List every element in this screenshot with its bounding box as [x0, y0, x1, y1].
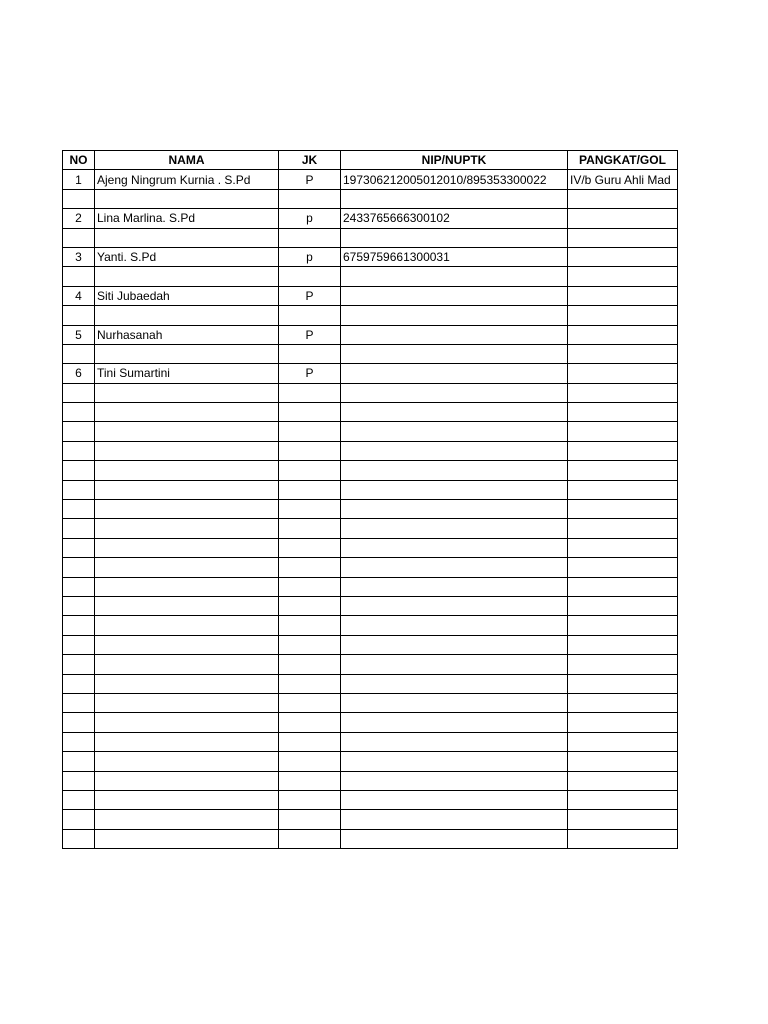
cell-no: [63, 267, 95, 286]
cell-nip-nuptk: [341, 441, 568, 460]
cell-no: [63, 713, 95, 732]
cell-jk: [279, 306, 341, 325]
cell-nip-nuptk: [341, 713, 568, 732]
cell-pangkat-gol: [568, 500, 678, 519]
cell-no: [63, 461, 95, 480]
cell-nama: [95, 829, 279, 848]
cell-pangkat-gol: [568, 403, 678, 422]
cell-jk: P: [279, 325, 341, 344]
cell-nip-nuptk: [341, 403, 568, 422]
cell-nip-nuptk: [341, 306, 568, 325]
table-row: [63, 306, 678, 325]
cell-jk: [279, 519, 341, 538]
table-row: [63, 480, 678, 499]
table-row: [63, 635, 678, 654]
table-row: [63, 228, 678, 247]
cell-no: [63, 538, 95, 557]
cell-no: [63, 306, 95, 325]
cell-pangkat-gol: [568, 422, 678, 441]
cell-jk: [279, 558, 341, 577]
cell-nama: [95, 655, 279, 674]
cell-nama: Lina Marlina. S.Pd: [95, 209, 279, 228]
table-row: [63, 810, 678, 829]
cell-no: [63, 422, 95, 441]
cell-nama: [95, 810, 279, 829]
cell-nip-nuptk: [341, 267, 568, 286]
header-no: NO: [63, 151, 95, 170]
table-row: [63, 344, 678, 363]
cell-pangkat-gol: [568, 752, 678, 771]
cell-jk: [279, 713, 341, 732]
cell-nama: [95, 267, 279, 286]
cell-pangkat-gol: IV/b Guru Ahli Mad: [568, 170, 678, 189]
cell-no: [63, 635, 95, 654]
cell-no: [63, 344, 95, 363]
cell-nama: [95, 674, 279, 693]
cell-pangkat-gol: [568, 286, 678, 305]
table-row: [63, 500, 678, 519]
cell-jk: [279, 189, 341, 208]
cell-jk: [279, 403, 341, 422]
cell-nip-nuptk: [341, 693, 568, 712]
cell-no: [63, 403, 95, 422]
cell-no: 5: [63, 325, 95, 344]
cell-pangkat-gol: [568, 461, 678, 480]
cell-nama: [95, 189, 279, 208]
cell-nip-nuptk: [341, 461, 568, 480]
cell-no: [63, 480, 95, 499]
cell-nip-nuptk: [341, 771, 568, 790]
cell-nip-nuptk: [341, 752, 568, 771]
table-row: [63, 170, 678, 189]
table-row: [63, 577, 678, 596]
table-row: [63, 829, 678, 848]
cell-no: [63, 577, 95, 596]
cell-nama: [95, 441, 279, 460]
table-row: [63, 655, 678, 674]
cell-pangkat-gol: [568, 596, 678, 615]
cell-jk: [279, 461, 341, 480]
cell-pangkat-gol: [568, 189, 678, 208]
cell-nip-nuptk: 197306212005012010/895353300022: [341, 170, 568, 189]
cell-nip-nuptk: 2433765666300102: [341, 209, 568, 228]
cell-nip-nuptk: [341, 422, 568, 441]
cell-nama: [95, 538, 279, 557]
table-row: [63, 209, 678, 228]
cell-jk: [279, 635, 341, 654]
cell-nip-nuptk: [341, 829, 568, 848]
cell-nama: Siti Jubaedah: [95, 286, 279, 305]
cell-jk: [279, 616, 341, 635]
cell-pangkat-gol: [568, 325, 678, 344]
cell-jk: [279, 267, 341, 286]
cell-nama: [95, 228, 279, 247]
header-nip-nuptk: NIP/NUPTK: [341, 151, 568, 170]
cell-jk: [279, 422, 341, 441]
cell-nama: Yanti. S.Pd: [95, 247, 279, 266]
cell-pangkat-gol: [568, 771, 678, 790]
cell-no: [63, 519, 95, 538]
cell-pangkat-gol: [568, 441, 678, 460]
cell-jk: [279, 655, 341, 674]
cell-no: [63, 732, 95, 751]
cell-jk: [279, 538, 341, 557]
table-row: [63, 383, 678, 402]
cell-pangkat-gol: [568, 732, 678, 751]
cell-nama: [95, 519, 279, 538]
cell-no: [63, 810, 95, 829]
cell-jk: [279, 480, 341, 499]
cell-pangkat-gol: [568, 577, 678, 596]
cell-nip-nuptk: [341, 577, 568, 596]
cell-nip-nuptk: [341, 286, 568, 305]
cell-nama: [95, 771, 279, 790]
cell-pangkat-gol: [568, 383, 678, 402]
cell-jk: [279, 500, 341, 519]
cell-jk: P: [279, 170, 341, 189]
table-row: [63, 189, 678, 208]
cell-nip-nuptk: [341, 364, 568, 383]
table-row: [63, 693, 678, 712]
cell-nama: [95, 306, 279, 325]
cell-no: 2: [63, 209, 95, 228]
cell-pangkat-gol: [568, 306, 678, 325]
header-nama: NAMA: [95, 151, 279, 170]
cell-no: [63, 771, 95, 790]
table-row: [63, 364, 678, 383]
header-jk: JK: [279, 151, 341, 170]
cell-nama: [95, 422, 279, 441]
cell-nama: [95, 752, 279, 771]
cell-nip-nuptk: [341, 519, 568, 538]
cell-jk: [279, 383, 341, 402]
cell-nip-nuptk: [341, 558, 568, 577]
cell-no: [63, 383, 95, 402]
cell-nip-nuptk: 6759759661300031: [341, 247, 568, 266]
cell-jk: [279, 693, 341, 712]
cell-pangkat-gol: [568, 519, 678, 538]
cell-no: [63, 693, 95, 712]
table-body: [63, 170, 678, 849]
cell-jk: [279, 596, 341, 615]
cell-nip-nuptk: [341, 325, 568, 344]
table-row: [63, 674, 678, 693]
cell-nip-nuptk: [341, 732, 568, 751]
cell-pangkat-gol: [568, 713, 678, 732]
cell-jk: [279, 752, 341, 771]
cell-jk: [279, 771, 341, 790]
table-row: [63, 461, 678, 480]
cell-pangkat-gol: [568, 558, 678, 577]
cell-pangkat-gol: [568, 616, 678, 635]
cell-nip-nuptk: [341, 480, 568, 499]
cell-no: [63, 558, 95, 577]
cell-nama: [95, 480, 279, 499]
cell-pangkat-gol: [568, 693, 678, 712]
table-row: [63, 267, 678, 286]
cell-pangkat-gol: [568, 247, 678, 266]
cell-no: [63, 189, 95, 208]
cell-nip-nuptk: [341, 810, 568, 829]
cell-pangkat-gol: [568, 344, 678, 363]
cell-no: [63, 790, 95, 809]
cell-nip-nuptk: [341, 790, 568, 809]
table-row: [63, 752, 678, 771]
cell-no: [63, 655, 95, 674]
table-row: [63, 247, 678, 266]
cell-jk: [279, 732, 341, 751]
cell-nama: Ajeng Ningrum Kurnia . S.Pd: [95, 170, 279, 189]
table-row: [63, 286, 678, 305]
cell-pangkat-gol: [568, 209, 678, 228]
cell-nip-nuptk: [341, 500, 568, 519]
table-row: [63, 422, 678, 441]
cell-jk: [279, 674, 341, 693]
cell-pangkat-gol: [568, 538, 678, 557]
cell-nama: [95, 713, 279, 732]
header-pangkat-gol: PANGKAT/GOL: [568, 151, 678, 170]
cell-nip-nuptk: [341, 616, 568, 635]
cell-jk: [279, 790, 341, 809]
cell-no: [63, 500, 95, 519]
cell-jk: p: [279, 247, 341, 266]
cell-nama: [95, 577, 279, 596]
table-row: [63, 616, 678, 635]
table-row: [63, 596, 678, 615]
cell-jk: [279, 577, 341, 596]
table-row: [63, 441, 678, 460]
cell-nama: [95, 790, 279, 809]
cell-no: [63, 752, 95, 771]
table-row: [63, 732, 678, 751]
cell-nip-nuptk: [341, 596, 568, 615]
cell-pangkat-gol: [568, 829, 678, 848]
cell-no: 4: [63, 286, 95, 305]
cell-nama: [95, 616, 279, 635]
cell-jk: [279, 441, 341, 460]
cell-pangkat-gol: [568, 267, 678, 286]
table-header-row: [63, 151, 678, 170]
cell-nip-nuptk: [341, 344, 568, 363]
cell-jk: P: [279, 286, 341, 305]
cell-nama: [95, 596, 279, 615]
cell-pangkat-gol: [568, 635, 678, 654]
cell-no: 1: [63, 170, 95, 189]
cell-no: [63, 596, 95, 615]
cell-no: [63, 616, 95, 635]
table-row: [63, 790, 678, 809]
cell-nama: Tini Sumartini: [95, 364, 279, 383]
table-row: [63, 558, 678, 577]
cell-nip-nuptk: [341, 674, 568, 693]
cell-jk: [279, 810, 341, 829]
cell-pangkat-gol: [568, 810, 678, 829]
cell-no: [63, 441, 95, 460]
table-row: [63, 713, 678, 732]
cell-no: 3: [63, 247, 95, 266]
cell-nip-nuptk: [341, 189, 568, 208]
cell-jk: [279, 344, 341, 363]
cell-pangkat-gol: [568, 790, 678, 809]
cell-no: [63, 829, 95, 848]
cell-nama: [95, 693, 279, 712]
cell-pangkat-gol: [568, 364, 678, 383]
cell-nama: [95, 558, 279, 577]
cell-no: [63, 674, 95, 693]
cell-nama: [95, 732, 279, 751]
staff-table: [62, 150, 678, 849]
cell-pangkat-gol: [568, 655, 678, 674]
table-row: [63, 771, 678, 790]
cell-no: [63, 228, 95, 247]
cell-nama: [95, 635, 279, 654]
cell-nama: [95, 403, 279, 422]
cell-nama: Nurhasanah: [95, 325, 279, 344]
table-row: [63, 519, 678, 538]
table-row: [63, 325, 678, 344]
cell-nama: [95, 344, 279, 363]
cell-pangkat-gol: [568, 480, 678, 499]
cell-jk: [279, 829, 341, 848]
cell-nama: [95, 500, 279, 519]
cell-no: 6: [63, 364, 95, 383]
table-row: [63, 403, 678, 422]
cell-nip-nuptk: [341, 538, 568, 557]
cell-nama: [95, 383, 279, 402]
cell-nip-nuptk: [341, 655, 568, 674]
cell-pangkat-gol: [568, 228, 678, 247]
cell-jk: p: [279, 209, 341, 228]
table-row: [63, 538, 678, 557]
cell-nama: [95, 461, 279, 480]
cell-jk: [279, 228, 341, 247]
cell-nip-nuptk: [341, 228, 568, 247]
cell-pangkat-gol: [568, 674, 678, 693]
cell-nip-nuptk: [341, 635, 568, 654]
cell-jk: P: [279, 364, 341, 383]
cell-nip-nuptk: [341, 383, 568, 402]
